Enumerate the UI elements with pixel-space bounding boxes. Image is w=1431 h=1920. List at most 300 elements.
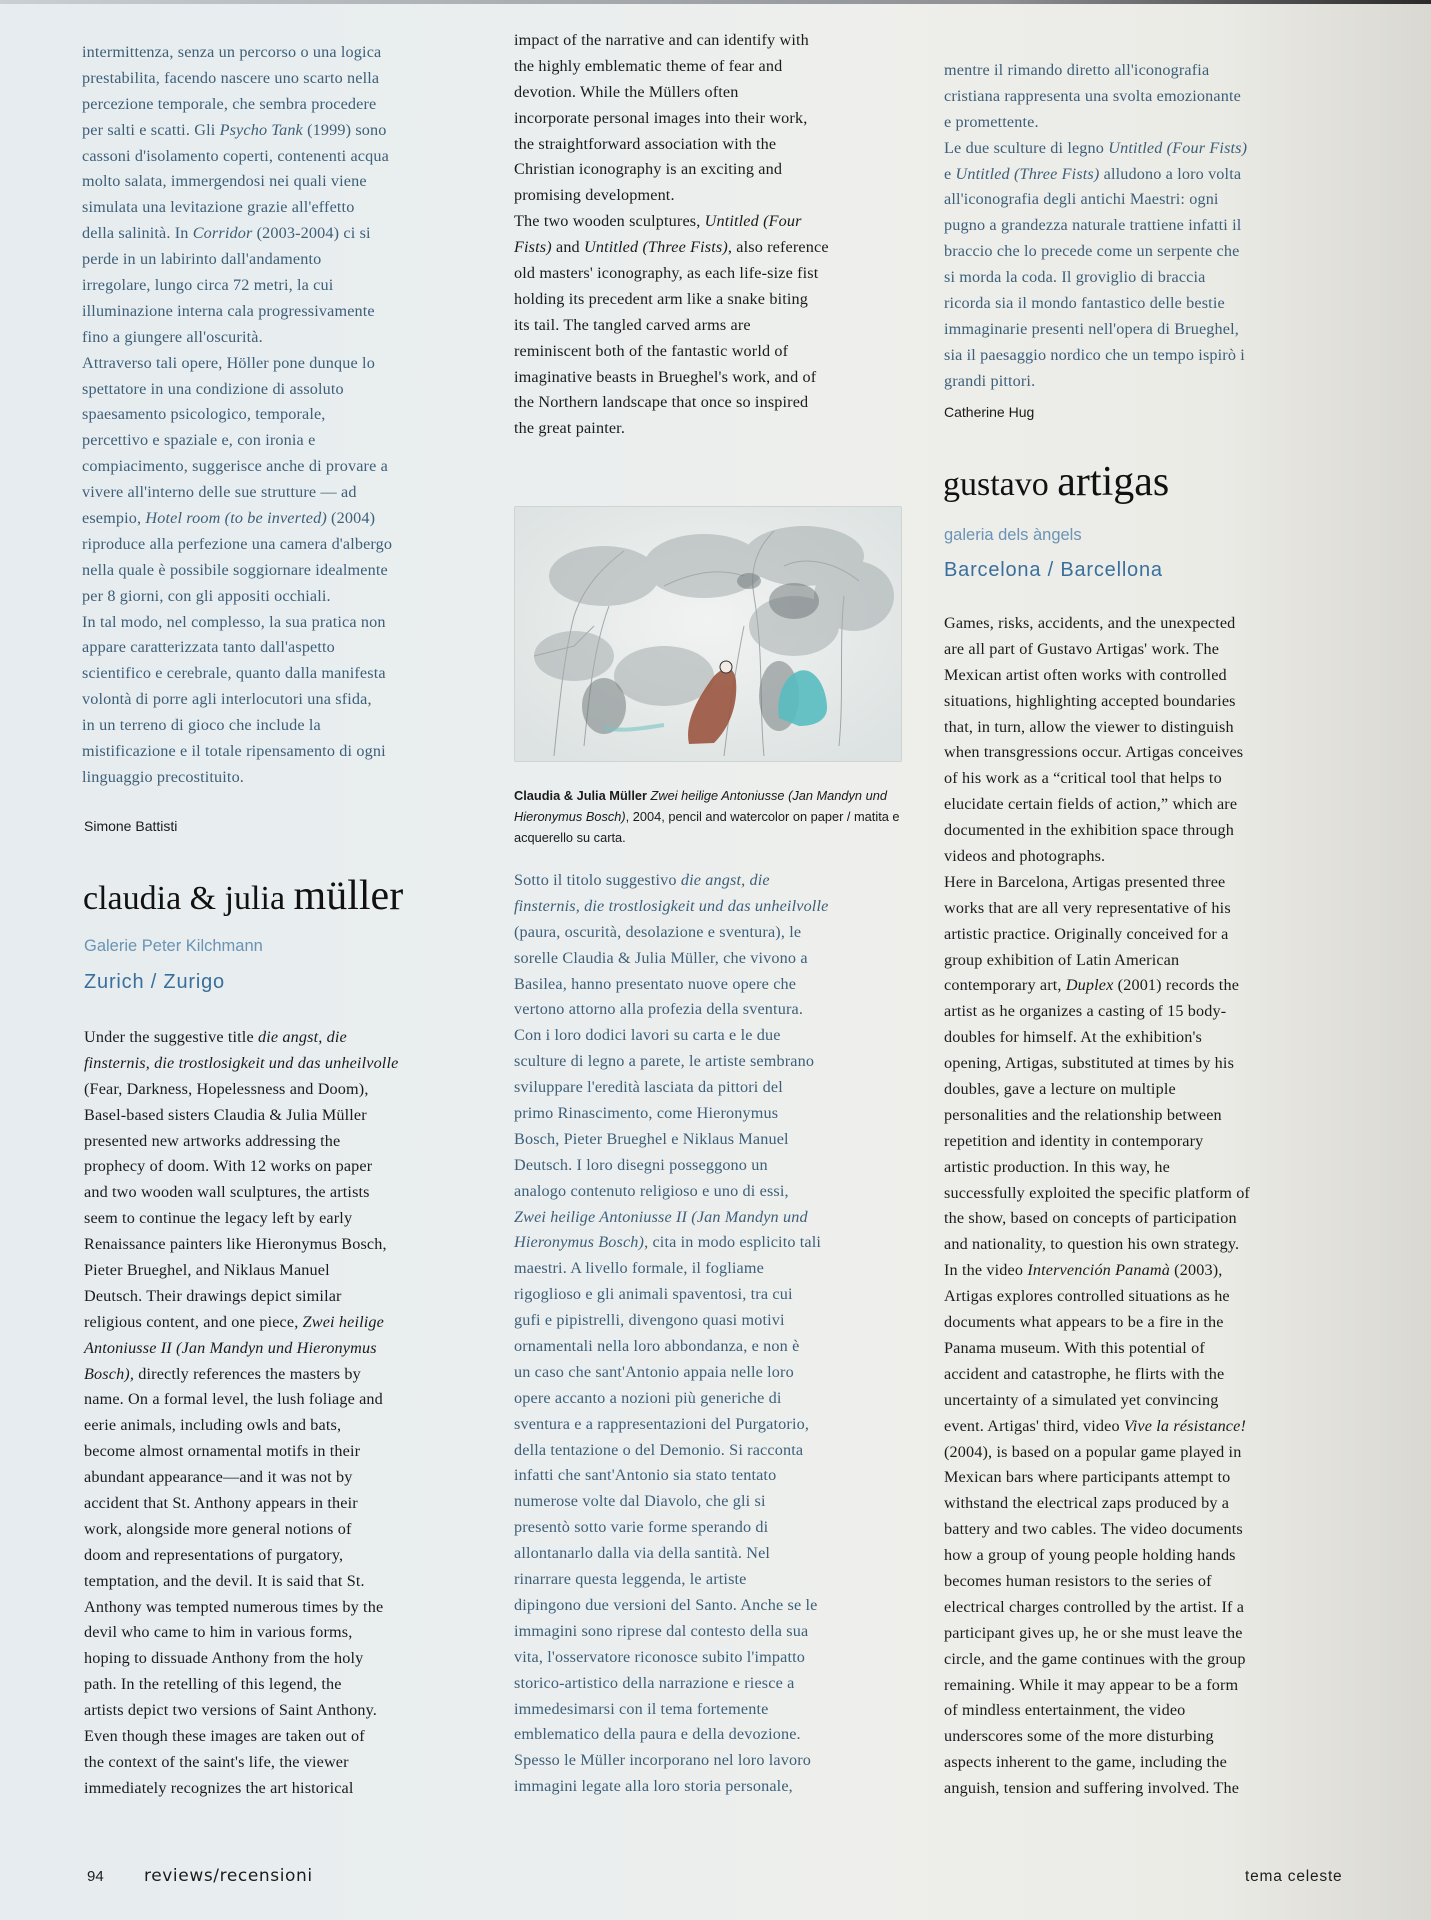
- italic-title-text: Fists): [514, 238, 552, 257]
- text-run: the straightforward association with the: [514, 134, 777, 153]
- text-run: sventura e a rappresentazioni del Purgatorio,: [514, 1414, 810, 1433]
- text-run: that, in turn, allow the viewer to distinguish: [944, 717, 1234, 736]
- text-run: doom and representations of purgatory,: [84, 1545, 344, 1564]
- text-line: [944, 187, 1247, 213]
- text-line: [944, 844, 1250, 870]
- text-line: [82, 532, 392, 558]
- text-line: [82, 299, 392, 325]
- text-run: compiacimento, suggerisce anche di provare a: [82, 457, 388, 476]
- text-line: [944, 922, 1250, 948]
- text-line: [944, 1750, 1250, 1776]
- text-line: [944, 1362, 1250, 1388]
- text-line: [944, 213, 1247, 239]
- text-line: [514, 1438, 828, 1464]
- text-run: artists depict two versions of Saint Anthony.: [84, 1701, 378, 1720]
- text-line: [944, 1491, 1250, 1517]
- text-run: group exhibition of Latin American: [944, 950, 1180, 969]
- text-line: [82, 377, 392, 403]
- text-run: Anthony was tempted numerous times by the: [84, 1597, 384, 1616]
- text-line: [514, 209, 829, 235]
- text-line: [84, 1258, 398, 1284]
- text-line: [514, 894, 828, 920]
- page-number: 94: [87, 1868, 104, 1885]
- text-line: [514, 920, 828, 946]
- text-run: irregolare, lungo circa 72 metri, la cui: [82, 276, 334, 295]
- text-line: [944, 1310, 1250, 1336]
- italic-title-text: Antoniusse II (Jan Mandyn und Hieronymus: [84, 1338, 377, 1357]
- text-run: immagini legate alla loro storia personale,: [514, 1777, 793, 1796]
- text-line: [944, 973, 1250, 999]
- text-line: [514, 1774, 828, 1800]
- text-line: [514, 132, 829, 158]
- text-run: Even though these images are taken out of: [84, 1727, 365, 1746]
- text-line: [944, 1543, 1250, 1569]
- text-line: [944, 1776, 1250, 1802]
- text-run: della tentazione o del Demonio. Si racconta: [514, 1440, 804, 1459]
- text-line: [944, 1051, 1250, 1077]
- italic-title-text: Corridor: [192, 224, 253, 243]
- text-line: [944, 1440, 1250, 1466]
- artigas-gallery: galeria dels àngels: [944, 526, 1082, 544]
- text-line: [84, 1413, 398, 1439]
- text-line: [84, 1595, 398, 1621]
- text-run: presentò sotto varie forme sperando di: [514, 1518, 769, 1537]
- text-line: [514, 1748, 828, 1774]
- text-line: [944, 818, 1250, 844]
- text-run: (paura, oscurità, desolazione e sventura), le: [514, 922, 802, 941]
- text-run: Renaissance painters like Hieronymus Bosch,: [84, 1235, 387, 1254]
- text-run: when transgressions occur. Artigas conceives: [944, 743, 1244, 762]
- text-line: [944, 1103, 1250, 1129]
- text-run: all'iconografia degli antichi Maestri: ogni: [944, 190, 1219, 209]
- text-run: Here in Barcelona, Artigas presented three: [944, 872, 1226, 891]
- text-line: [514, 390, 829, 416]
- text-run: Games, risks, accidents, and the unexpected: [944, 614, 1236, 632]
- italic-title-text: Psycho Tank: [219, 120, 303, 139]
- text-line: [82, 118, 392, 144]
- text-run: (2004): [326, 509, 376, 528]
- italic-title-text: Intervención Panamà: [1027, 1261, 1170, 1280]
- text-line: [84, 1724, 398, 1750]
- text-line: [84, 1232, 398, 1258]
- text-run: impact of the narrative and can identify with: [514, 31, 809, 49]
- italic-title-text: Duplex: [1065, 976, 1114, 995]
- text-line: [82, 506, 392, 532]
- text-run: cristiana rappresenta una svolta emozionante: [944, 86, 1241, 105]
- text-run: works that are all very representative of his: [944, 898, 1231, 917]
- text-run: linguaggio precostituito.: [82, 767, 245, 786]
- italic-title-text: finsternis, die trostlosigkeit und das unheilvolle: [84, 1053, 399, 1072]
- text-line: [82, 558, 392, 584]
- caption-title: Zwei heilige Antoniusse (Jan Mandyn und Hieronymus Bosch): [514, 788, 887, 824]
- muller-english-text: [84, 1025, 398, 1802]
- text-run: aspects inherent to the game, including the: [944, 1753, 1227, 1772]
- text-line: [84, 1284, 398, 1310]
- text-line: [514, 1412, 828, 1438]
- text-line: [82, 661, 392, 687]
- text-run: scientifico e cerebrale, quanto dalla manifesta: [82, 664, 386, 683]
- text-line: [944, 265, 1247, 291]
- italic-title-text: Untitled (Three Fists): [584, 238, 728, 257]
- artigas-city: Barcelona / Barcellona: [944, 559, 1163, 581]
- text-line: [514, 1697, 828, 1723]
- text-run: the highly emblematic theme of fear and: [514, 56, 783, 75]
- text-run: event. Artigas' third, video: [944, 1416, 1124, 1435]
- text-run: Under the suggestive title: [84, 1028, 258, 1046]
- text-run: doubles for himself. At the exhibition's: [944, 1028, 1202, 1047]
- text-run: eerie animals, including owls and bats,: [84, 1416, 342, 1435]
- text-run: hoping to dissuade Anthony from the holy: [84, 1649, 364, 1668]
- text-run: artist as he organizes a casting of 15 body-: [944, 1002, 1227, 1021]
- text-run: Panama museum. With this potential of: [944, 1338, 1205, 1357]
- text-run: si morda la coda. Il groviglio di braccia: [944, 268, 1206, 287]
- text-line: [944, 291, 1247, 317]
- text-run: nella quale è possibile soggiornare idealmente: [82, 560, 388, 579]
- text-line: [944, 1569, 1250, 1595]
- text-line: [82, 687, 392, 713]
- text-run: e: [944, 164, 956, 183]
- text-run: path. In the retelling of this legend, the: [84, 1675, 342, 1694]
- muller-city: Zurich / Zurigo: [84, 971, 225, 993]
- text-run: how a group of young people holding hands: [944, 1546, 1236, 1565]
- text-run: presented new artworks addressing the: [84, 1131, 341, 1150]
- text-line: [514, 1101, 828, 1127]
- text-run: the show, based on concepts of participation: [944, 1209, 1237, 1228]
- text-line: [944, 715, 1250, 741]
- italic-title-text: die angst, die: [257, 1028, 347, 1046]
- italic-title-text: finsternis, die trostlosigkeit und das unheilvolle: [514, 896, 829, 915]
- text-line: [944, 870, 1250, 896]
- text-run: (2001) records the: [1113, 976, 1240, 995]
- text-run: ornamentali nella loro abbondanza, e non è: [514, 1337, 800, 1356]
- text-line: [944, 1595, 1250, 1621]
- text-run: vita, l'osservatore riconosce subito l'impatto: [514, 1647, 806, 1666]
- text-line: [514, 365, 829, 391]
- text-run: reminiscent both of the fantastic world of: [514, 341, 789, 360]
- text-line: [84, 1310, 398, 1336]
- text-line: [82, 144, 392, 170]
- text-run: devotion. While the Müllers often: [514, 82, 739, 101]
- text-line: [944, 1232, 1250, 1258]
- text-line: [82, 584, 392, 610]
- text-line: [514, 1023, 828, 1049]
- text-run: opening, Artigas, substituted at times by his: [944, 1054, 1235, 1073]
- text-run: personalities and the relationship between: [944, 1105, 1222, 1124]
- text-line: [514, 1515, 828, 1541]
- text-run: holding its precedent arm like a snake biting: [514, 289, 808, 308]
- italic-title-text: Hotel room (to be inverted): [145, 509, 327, 528]
- text-line: [514, 972, 828, 998]
- text-line: [514, 1230, 828, 1256]
- text-run: esempio,: [82, 509, 146, 528]
- text-line: [514, 1127, 828, 1153]
- text-run: doubles, gave a lecture on multiple: [944, 1080, 1176, 1099]
- text-run: Sotto il titolo suggestivo: [514, 871, 681, 889]
- text-run: imaginative beasts in Brueghel's work, and of: [514, 367, 817, 386]
- text-run: Mexican artist often works with controlled: [944, 665, 1227, 684]
- text-run: Deutsch. Their drawings depict similar: [84, 1286, 342, 1305]
- text-run: artistic practice. Originally conceived for a: [944, 924, 1229, 943]
- text-line: [82, 325, 392, 351]
- text-run: promising development.: [514, 186, 675, 205]
- text-run: of mindless entertainment, the video: [944, 1701, 1186, 1720]
- text-line: [944, 999, 1250, 1025]
- text-line: [82, 610, 392, 636]
- text-line: [944, 1621, 1250, 1647]
- text-run: temptation, and the devil. It is said that St.: [84, 1571, 365, 1590]
- text-run: mistificazione e il totale ripensamento di ogni: [82, 742, 386, 761]
- artwork-image-zwei-heilige-antoniusse: [514, 506, 902, 762]
- text-run: old masters' iconography, as each life-size fist: [514, 264, 819, 283]
- text-line: [944, 948, 1250, 974]
- text-line: [82, 169, 392, 195]
- muller-italian-text-continued: [944, 58, 1247, 395]
- text-line: [514, 287, 829, 313]
- text-line: [84, 1206, 398, 1232]
- text-line: [514, 106, 829, 132]
- muller-italian-text: [514, 868, 828, 1800]
- text-line: [514, 1722, 828, 1748]
- text-run: volontà di porre agli interlocutori una sfida,: [82, 690, 372, 709]
- text-run: sviluppare l'eredità lasciata da pittori del: [514, 1078, 783, 1097]
- text-line: [944, 1336, 1250, 1362]
- text-run: the context of the saint's life, the viewer: [84, 1752, 349, 1771]
- text-line: [944, 740, 1250, 766]
- text-line: [82, 635, 392, 661]
- text-run: uncertainty of a simulated yet convincing: [944, 1390, 1219, 1409]
- text-run: accident that St. Anthony appears in their: [84, 1494, 358, 1513]
- text-run: repetition and identity in contemporary: [944, 1131, 1204, 1150]
- text-line: [944, 1388, 1250, 1414]
- text-run: prophecy of doom. With 12 works on paper: [84, 1157, 373, 1176]
- text-line: [514, 1463, 828, 1489]
- text-run: remaining. While it may appear to be a form: [944, 1675, 1239, 1694]
- text-run: contemporary art,: [944, 976, 1066, 995]
- text-line: [944, 1698, 1250, 1724]
- text-line: [84, 1387, 398, 1413]
- muller-gallery: Galerie Peter Kilchmann: [84, 937, 263, 955]
- text-line: [514, 183, 829, 209]
- text-run: Pieter Brueghel, and Niklaus Manuel: [84, 1261, 330, 1280]
- text-line: [514, 80, 829, 106]
- text-line: [514, 1179, 828, 1205]
- text-line: [944, 663, 1250, 689]
- text-line: [944, 317, 1247, 343]
- text-run: primo Rinascimento, come Hieronymus: [514, 1104, 779, 1123]
- text-run: videos and photographs.: [944, 847, 1106, 866]
- text-run: sculture di legno a parete, le artiste sembrano: [514, 1052, 815, 1071]
- text-line: [944, 84, 1247, 110]
- text-line: [944, 1724, 1250, 1750]
- artigas-heading-first-name: gustavo: [943, 466, 1058, 503]
- text-run: of his work as a “critical tool that helps to: [944, 769, 1222, 788]
- text-line: [84, 1465, 398, 1491]
- text-run: underscores some of the more disturbing: [944, 1727, 1214, 1746]
- text-run: elucidate certain fields of action,” which are: [944, 795, 1238, 814]
- artigas-heading: [943, 458, 1169, 506]
- text-run: per 8 giorni, con gli appositi occhiali.: [82, 586, 331, 605]
- text-line: [944, 58, 1247, 84]
- text-line: [84, 1750, 398, 1776]
- text-line: [514, 868, 828, 894]
- text-line: [82, 247, 392, 273]
- text-run: In the video: [944, 1261, 1028, 1280]
- text-run: percettivo e spaziale e, con ironia e: [82, 431, 316, 450]
- text-line: [514, 1567, 828, 1593]
- text-run: are all part of Gustavo Artigas' work. The: [944, 639, 1220, 658]
- text-run: Attraverso tali opere, Höller pone dunque lo: [82, 353, 375, 372]
- italic-title-text: Zwei heilige: [302, 1312, 385, 1331]
- text-run: intermittenza, senza un percorso o una logica: [82, 43, 382, 61]
- text-line: [84, 1336, 398, 1362]
- text-run: Basilea, hanno presentato nuove opere che: [514, 974, 797, 993]
- text-run: devil who came to him in various forms,: [84, 1623, 353, 1642]
- text-run: un caso che sant'Antonio appaia nelle loro: [514, 1362, 794, 1381]
- text-line: [84, 1077, 398, 1103]
- text-line: [82, 402, 392, 428]
- text-line: [514, 261, 829, 287]
- text-run: documented in the exhibition space through: [944, 821, 1234, 840]
- text-run: documents what appears to be a fire in the: [944, 1313, 1224, 1332]
- text-run: allontanarlo dalla via della santità. Nel: [514, 1544, 771, 1563]
- text-run: simulata una levitazione grazie all'effetto: [82, 198, 355, 217]
- text-run: become almost ornamental motifs in their: [84, 1442, 361, 1461]
- text-run: Deutsch. I loro disegni posseggono un: [514, 1155, 768, 1174]
- text-line: [944, 1647, 1250, 1673]
- text-run: sia il paesaggio nordico che un tempo ispirò i: [944, 345, 1245, 364]
- text-line: [514, 1205, 828, 1231]
- text-line: [944, 110, 1247, 136]
- text-line: [514, 1153, 828, 1179]
- text-line: [84, 1698, 398, 1724]
- text-run: (1999) sono: [302, 120, 387, 139]
- text-run: (Fear, Darkness, Hopelessness and Doom),: [84, 1079, 369, 1098]
- text-line: [82, 428, 392, 454]
- caption-details: , 2004, pencil and watercolor on paper / matita e acquerello su carta.: [514, 809, 900, 845]
- text-line: [944, 1284, 1250, 1310]
- text-run: Christian iconography is an exciting and: [514, 160, 783, 179]
- text-line: [514, 1386, 828, 1412]
- text-run: situations, highlighting accepted boundaries: [944, 691, 1236, 710]
- text-line: [82, 66, 392, 92]
- text-run: withstand the electrical zaps produced by a: [944, 1494, 1230, 1513]
- caption-artist: Claudia & Julia Müller: [514, 788, 647, 803]
- text-line: [944, 1258, 1250, 1284]
- page-top-edge: [0, 0, 1431, 4]
- text-run: sorelle Claudia & Julia Müller, che vivono a: [514, 948, 808, 967]
- text-line: [944, 611, 1250, 637]
- text-run: circle, and the game continues with the group: [944, 1649, 1246, 1668]
- text-run: directly references the masters by: [134, 1364, 361, 1383]
- text-line: [84, 1439, 398, 1465]
- italic-title-text: Vive la résistance!: [1123, 1416, 1247, 1435]
- text-line: [944, 1206, 1250, 1232]
- text-run: and two wooden wall sculptures, the artists: [84, 1183, 370, 1202]
- text-run: immagini sono riprese dal contesto della sua: [514, 1621, 809, 1640]
- text-line: [514, 313, 829, 339]
- text-run: seem to continue the legacy left by early: [84, 1209, 353, 1228]
- text-line: [84, 1646, 398, 1672]
- text-run: spettatore in una condizione di assoluto: [82, 379, 344, 398]
- text-line: [82, 739, 392, 765]
- text-run: its tail. The tangled carved arms are: [514, 315, 751, 334]
- text-run: fino a giungere all'oscurità.: [82, 327, 263, 346]
- text-run: storico-artistico della narrazione e riesce a: [514, 1673, 795, 1692]
- text-line: [944, 1465, 1250, 1491]
- text-line: [82, 195, 392, 221]
- text-line: [84, 1672, 398, 1698]
- text-line: [944, 162, 1247, 188]
- text-line: [514, 1541, 828, 1567]
- text-line: [82, 273, 392, 299]
- text-run: religious content, and one piece,: [84, 1312, 303, 1331]
- text-line: [944, 792, 1250, 818]
- text-line: [514, 997, 828, 1023]
- magazine-name: tema celeste: [1245, 1868, 1343, 1885]
- text-run: grandi pittori.: [944, 371, 1036, 390]
- text-run: , also reference: [727, 238, 829, 257]
- text-run: accident and catastrophe, he flirts with the: [944, 1364, 1225, 1383]
- text-line: [944, 1414, 1250, 1440]
- text-run: alludono a loro volta: [1099, 164, 1242, 183]
- text-run: illuminazione interna cala progressivamente: [82, 301, 375, 320]
- italic-title-text: Hieronymus Bosch): [514, 1233, 645, 1252]
- italic-title-text: die angst, die: [680, 871, 770, 889]
- text-run: The two wooden sculptures,: [514, 212, 705, 231]
- text-line: [514, 1256, 828, 1282]
- text-line: [514, 946, 828, 972]
- italic-title-text: Untitled (Four: [704, 212, 802, 231]
- text-run: anguish, tension and suffering involved. The: [944, 1779, 1240, 1798]
- text-line: [944, 1155, 1250, 1181]
- text-run: riproduce alla perfezione una camera d'albergo: [82, 534, 393, 553]
- signature-catherine-hug: Catherine Hug: [944, 404, 1035, 420]
- text-line: [84, 1491, 398, 1517]
- text-run: (2003-2004) ci si: [252, 224, 371, 243]
- text-line: [514, 1489, 828, 1515]
- text-run: name. On a formal level, the lush foliage and: [84, 1390, 383, 1409]
- muller-heading: [83, 872, 403, 920]
- text-line: [82, 221, 392, 247]
- text-run: , cita in modo esplicito tali: [644, 1233, 822, 1252]
- text-run: appare caratterizzata tanto dall'aspetto: [82, 638, 335, 657]
- italic-title-text: Bosch),: [84, 1364, 135, 1383]
- muller-heading-surname: müller: [293, 873, 404, 919]
- text-run: prestabilita, facendo nascere uno scarto nella: [82, 68, 380, 87]
- text-run: Le due sculture di legno: [944, 138, 1109, 157]
- text-run: successfully exploited the specific platform of: [944, 1183, 1250, 1202]
- text-run: infatti che sant'Antonio sia stato tentato: [514, 1466, 777, 1485]
- text-line: [82, 40, 392, 66]
- text-run: vivere all'interno delle sue strutture — ad: [82, 483, 357, 502]
- text-line: [944, 1517, 1250, 1543]
- text-run: incorporate personal images into their work,: [514, 108, 808, 127]
- text-line: [84, 1620, 398, 1646]
- signature-simone-battisti: Simone Battisti: [84, 818, 178, 834]
- text-line: [82, 92, 392, 118]
- text-run: participant gives up, he or she must leave the: [944, 1623, 1243, 1642]
- italic-title-text: Zwei heilige Antoniusse II (Jan Mandyn und: [514, 1207, 808, 1226]
- text-line: [514, 1671, 828, 1697]
- text-run: braccio che lo precede come un serpente che: [944, 242, 1240, 261]
- text-run: immedesimarsi con il tema fortemente: [514, 1699, 769, 1718]
- text-line: [514, 1360, 828, 1386]
- artwork-caption: [514, 785, 914, 848]
- section-label: reviews/recensioni: [144, 1866, 313, 1886]
- text-line: [944, 766, 1250, 792]
- text-run: in un terreno di gioco che include la: [82, 716, 321, 735]
- text-line: [84, 1180, 398, 1206]
